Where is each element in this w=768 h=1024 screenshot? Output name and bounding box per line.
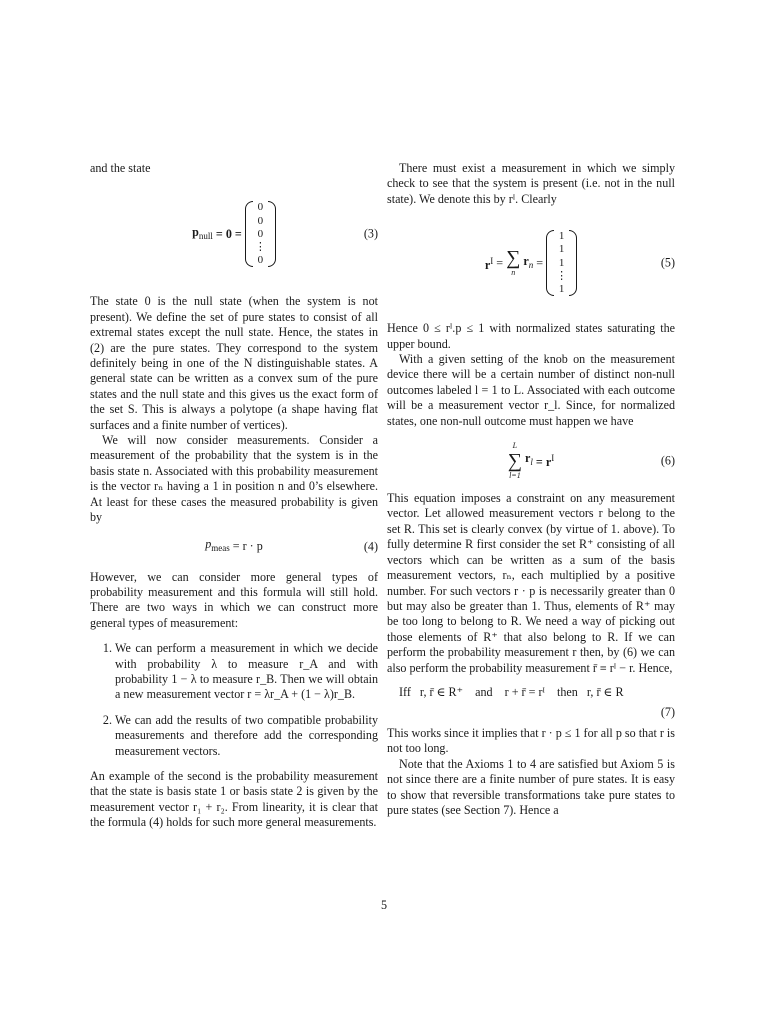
vector-entry: 1 (558, 283, 565, 296)
eq5-number: (5) (660, 255, 675, 270)
equation-5: $r^I$ = ∑ n $r_n$ = 1 1 1 ⋮ 1 (5) (484, 230, 675, 296)
left-column (90, 161, 378, 831)
paragraph-null-state: The state 0 is the null state (when the system is not present). We define the set of pure states to consist of all extremal states except the null state. Hence, the states in (2) are the pure states. They correspond to the system definitely being in one of the N distinguishable states. A general state can be written as a convex sum of the pure states and the null state and this gives us the exact form of the set S. This is always a polytope (a shape having flat surfaces and a finite number of vertices). (90, 294, 378, 432)
vector-entry: 0 (257, 254, 264, 267)
eq5-sum-lower: n (511, 268, 516, 278)
intro-text: and the state (90, 161, 151, 175)
paragraph-works: This works since it implies that r · p ≤ 1 for all p so that r is not too long. (387, 725, 675, 756)
paragraph-general-types: However, we can consider more general types of probability measurement and this formula will still hold. There are two ways in which we can construct more general types of measurement: (90, 569, 378, 630)
sum-symbol: ∑ n (506, 247, 521, 278)
equation-6 (387, 435, 675, 487)
eq6-number: (6) (660, 453, 675, 468)
paragraph-constraint: This equation imposes a constraint on any measurement vector. Let allowed measurement vectors r belong to the set R. This set is clearly convex (by virtue of 1. above). To fully determine R first consider the set R⁺ consisting of all vectors which can be written as a sum of the basis measurement vectors, rₙ, each multiplied by a positive number. For such vectors r · p is necessarily greater than 0 but may also be greater than 1. Thus, elements of R⁺ may be too long to belong to R. We need a way of picking out those elements of R⁺ that also belong to R. If we can perform the probability measurement r then, by (6) we can also perform the probability measurement r̄ ≡ rᴵ − r. Hence, (387, 491, 675, 675)
eq6-term-sub: l (530, 457, 533, 468)
eq5-term-sub: n (528, 259, 534, 270)
eq5-term: r (523, 253, 529, 268)
eq3-lhs: p (192, 224, 199, 239)
equation-3 (90, 190, 378, 278)
paragraph-outcomes: With a given setting of the knob on the measurement device there will be a certain number of distinct non-null outcomes labeled l = 1 to L. Associated with each outcome will be a measurement vector r_l. Since, for normalized states, one non-null outcome must happen we have (387, 352, 675, 428)
page-number: 5 (380, 898, 388, 912)
vector-entry: 0 (257, 227, 264, 240)
eq5-vector (546, 230, 577, 296)
equation-7 (387, 682, 675, 718)
list-item: 2. We can add the results of two compatible probability measurements and therefore add the corresponding measurement vectors. (115, 713, 378, 759)
paragraph-bound: Hence 0 ≤ rᴵ.p ≤ 1 with normalized states saturating the upper bound. (387, 321, 675, 351)
eq6-sum-upper: L (512, 441, 518, 451)
eq7-number: (7) (660, 704, 675, 719)
vector-entry: 0 (257, 214, 264, 227)
eq4-lhs-sub: meas (211, 542, 230, 553)
eq4-rhs: = r · p (232, 538, 263, 553)
eq3-vector (245, 201, 276, 267)
paragraph-null-check: There must exist a measurement in which we simply check to see that the system is present (i.e. not in the null state). We denote this by rᴵ. Clearly (387, 161, 675, 206)
eq4-number: (4) (363, 538, 378, 553)
eq3-number: (3) (363, 226, 378, 241)
paragraph-measurements: We will now consider measurements. Consider a measurement of the probability that the system is in the basis state n. Associated with this probability measurement is the vector rₙ having a 1 in position n and 0’s elsewhere. At least for these cases the measured probability is given by (90, 433, 378, 525)
vector-entry: 0 (257, 201, 264, 214)
vector-entry: ⋮ (254, 241, 266, 253)
vector-entry: 1 (558, 256, 565, 269)
vector-entry: 1 (558, 230, 565, 243)
equation-4 (90, 536, 378, 558)
right-column (387, 161, 675, 818)
eq4-lhs: p (205, 536, 212, 551)
vector-entry: ⋮ (556, 269, 568, 282)
eq6-rhs: = r (535, 455, 552, 470)
eq3-mid: = 0 = (215, 226, 242, 241)
eq6-sum-lower: l=1 (509, 471, 521, 481)
eq5-lhs-sup: I (490, 255, 494, 266)
vector-entry: 1 (558, 243, 565, 256)
paragraph-example: An example of the second is the probability measurement that the state is basis state 1 or basis state 2 is given by the measurement vector r₁ + r₂. From linearity, it is clear that the formula (4) holds for such more general measurements. (90, 768, 378, 830)
list-item: 1. We can perform a measurement in which we decide with probability λ to measure r_A and with probability 1 − λ to measure r_B. Then we will obtain a new measurement vector r = λr_A + (1 − λ)r_B. (115, 641, 378, 703)
eq5-lhs: r (484, 257, 491, 272)
sum-symbol: L ∑ l=1 (507, 441, 523, 481)
eq3-lhs-sub: null (198, 230, 213, 241)
measurement-list (90, 641, 378, 759)
paragraph-axioms: Note that the Axioms 1 to 4 are satisfied but Axiom 5 is not since there are a finite number of pure states. It is easy to show that reversible transformations take pure states to pure states (see Section 7). Hence a (387, 756, 675, 817)
eq6-term: r (525, 451, 531, 466)
eq6-rhs-sup: I (551, 453, 555, 464)
eq7-text: Iff r, r̄ ∈ R⁺ and r + r̄ = rᴵ then r, r̄ ∈ R (399, 685, 624, 700)
